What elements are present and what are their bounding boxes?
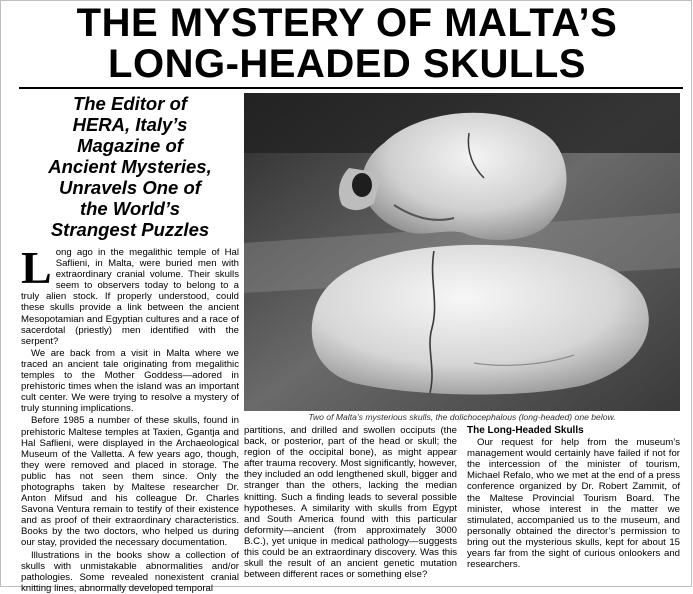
lower-long-skull [312, 245, 649, 395]
deck-line: Magazine of [77, 135, 183, 156]
article-paragraph: Illustrations in the books show a collection of skulls with unmistakable abnormalities and/or pathologies. Some revealed nonexistent cranial knitting lines, abnormally developed temporal [21, 549, 239, 594]
headline [1, 3, 693, 85]
article-paragraph: Our request for help from the museum’s management would certainly have failed if not for the intercession of the minister of tourism, Michael Refalo, who we met at the end of a press conference organized by Dr. Robert Zammit, of the Maltese Provincial Tourism Board. The minister, whose interest in the matter we stimulated, accompanied us to the museum, and personally obtained the director’s permission to bring out the mysterious skulls, kept for about 15 years far from the sight of curious onlookers and researchers. [467, 437, 680, 571]
headline-rule [19, 87, 683, 89]
article-column-1 [21, 242, 239, 594]
headline-line-1: THE MYSTERY OF MALTA’S [76, 1, 618, 45]
article-paragraph: Long ago in the megalithic temple of Hal Saflieni, in Malta, were buried men with extraordinary cranial volume. Their skulls seem to observers today to belong to a truly alien stock. If properly understood, could these skulls provide a link between the ancient Mesopotamian and Egyptian cultures and a race of sacerdotal (priestly) men identified with the serpent? [21, 242, 239, 347]
deck-line: the World’s [79, 198, 181, 219]
deck [21, 93, 239, 240]
drop-cap: L [21, 242, 52, 293]
photo-caption: Two of Malta’s mysterious skulls, the dolichocephalous (long-headed) one below. [308, 412, 616, 422]
article-column-2 [244, 425, 457, 585]
article-paragraph: partitions, and drilled and swollen occiputs (the back, or posterior, part of the head or skull; the region of the occipital bone), as might appear after trauma recovery. Most significantly, however, they included an odd lengthened skull, bigger and stranger than the others, lacking the median knitting. Such a finding leads to several possible hypotheses. A similarity with skulls from Egypt and South America found with this particular deformity—ancient (from approximately 3000 B.C.), yet unique in medical pathology—suggests this could be an extraordinary discovery. Was this skull the result of an ancient genetic mutation between different races or something else? [244, 425, 457, 581]
skulls-illustration [244, 93, 680, 411]
deck-line: Strangest Puzzles [50, 219, 210, 240]
article-column-3 [467, 425, 680, 585]
section-subhead: The Long-Headed Skulls [467, 425, 584, 436]
article-paragraph: Before 1985 a number of these skulls, found in prehistoric Maltese temples at Taxien, Ggantja and Hal Saflieni, were displayed in the Archaeological Museum of the Valletta. A few years ago, though, they were removed and placed in storage. The public has not seen them since. Only the photographs taken by Maltese researcher Dr. Anton Mifsud and his colleague Dr. Charles Savona Ventura remain to testify of their existence and as proof of their extraordinary characteristics. Books by the two doctors, who helped us during our stay, provided the necessary documentation. [21, 415, 239, 549]
deck-line: Ancient Mysteries, [48, 156, 212, 177]
deck-line: Unravels One of [59, 177, 201, 198]
skulls-photo [244, 93, 680, 411]
article-paragraph: We are back from a visit in Malta where we traced an ancient tale originating from megalithic temples to the Mother Goddess—adored in prehistoric times when the island was an important cult center. We were trying to resolve a mystery of truly stunning implications. [21, 347, 239, 415]
deck-line: The Editor of [72, 93, 188, 114]
headline-line-2: LONG-HEADED SKULLS [108, 42, 586, 86]
deck-line: HERA, Italy’s [72, 114, 188, 135]
